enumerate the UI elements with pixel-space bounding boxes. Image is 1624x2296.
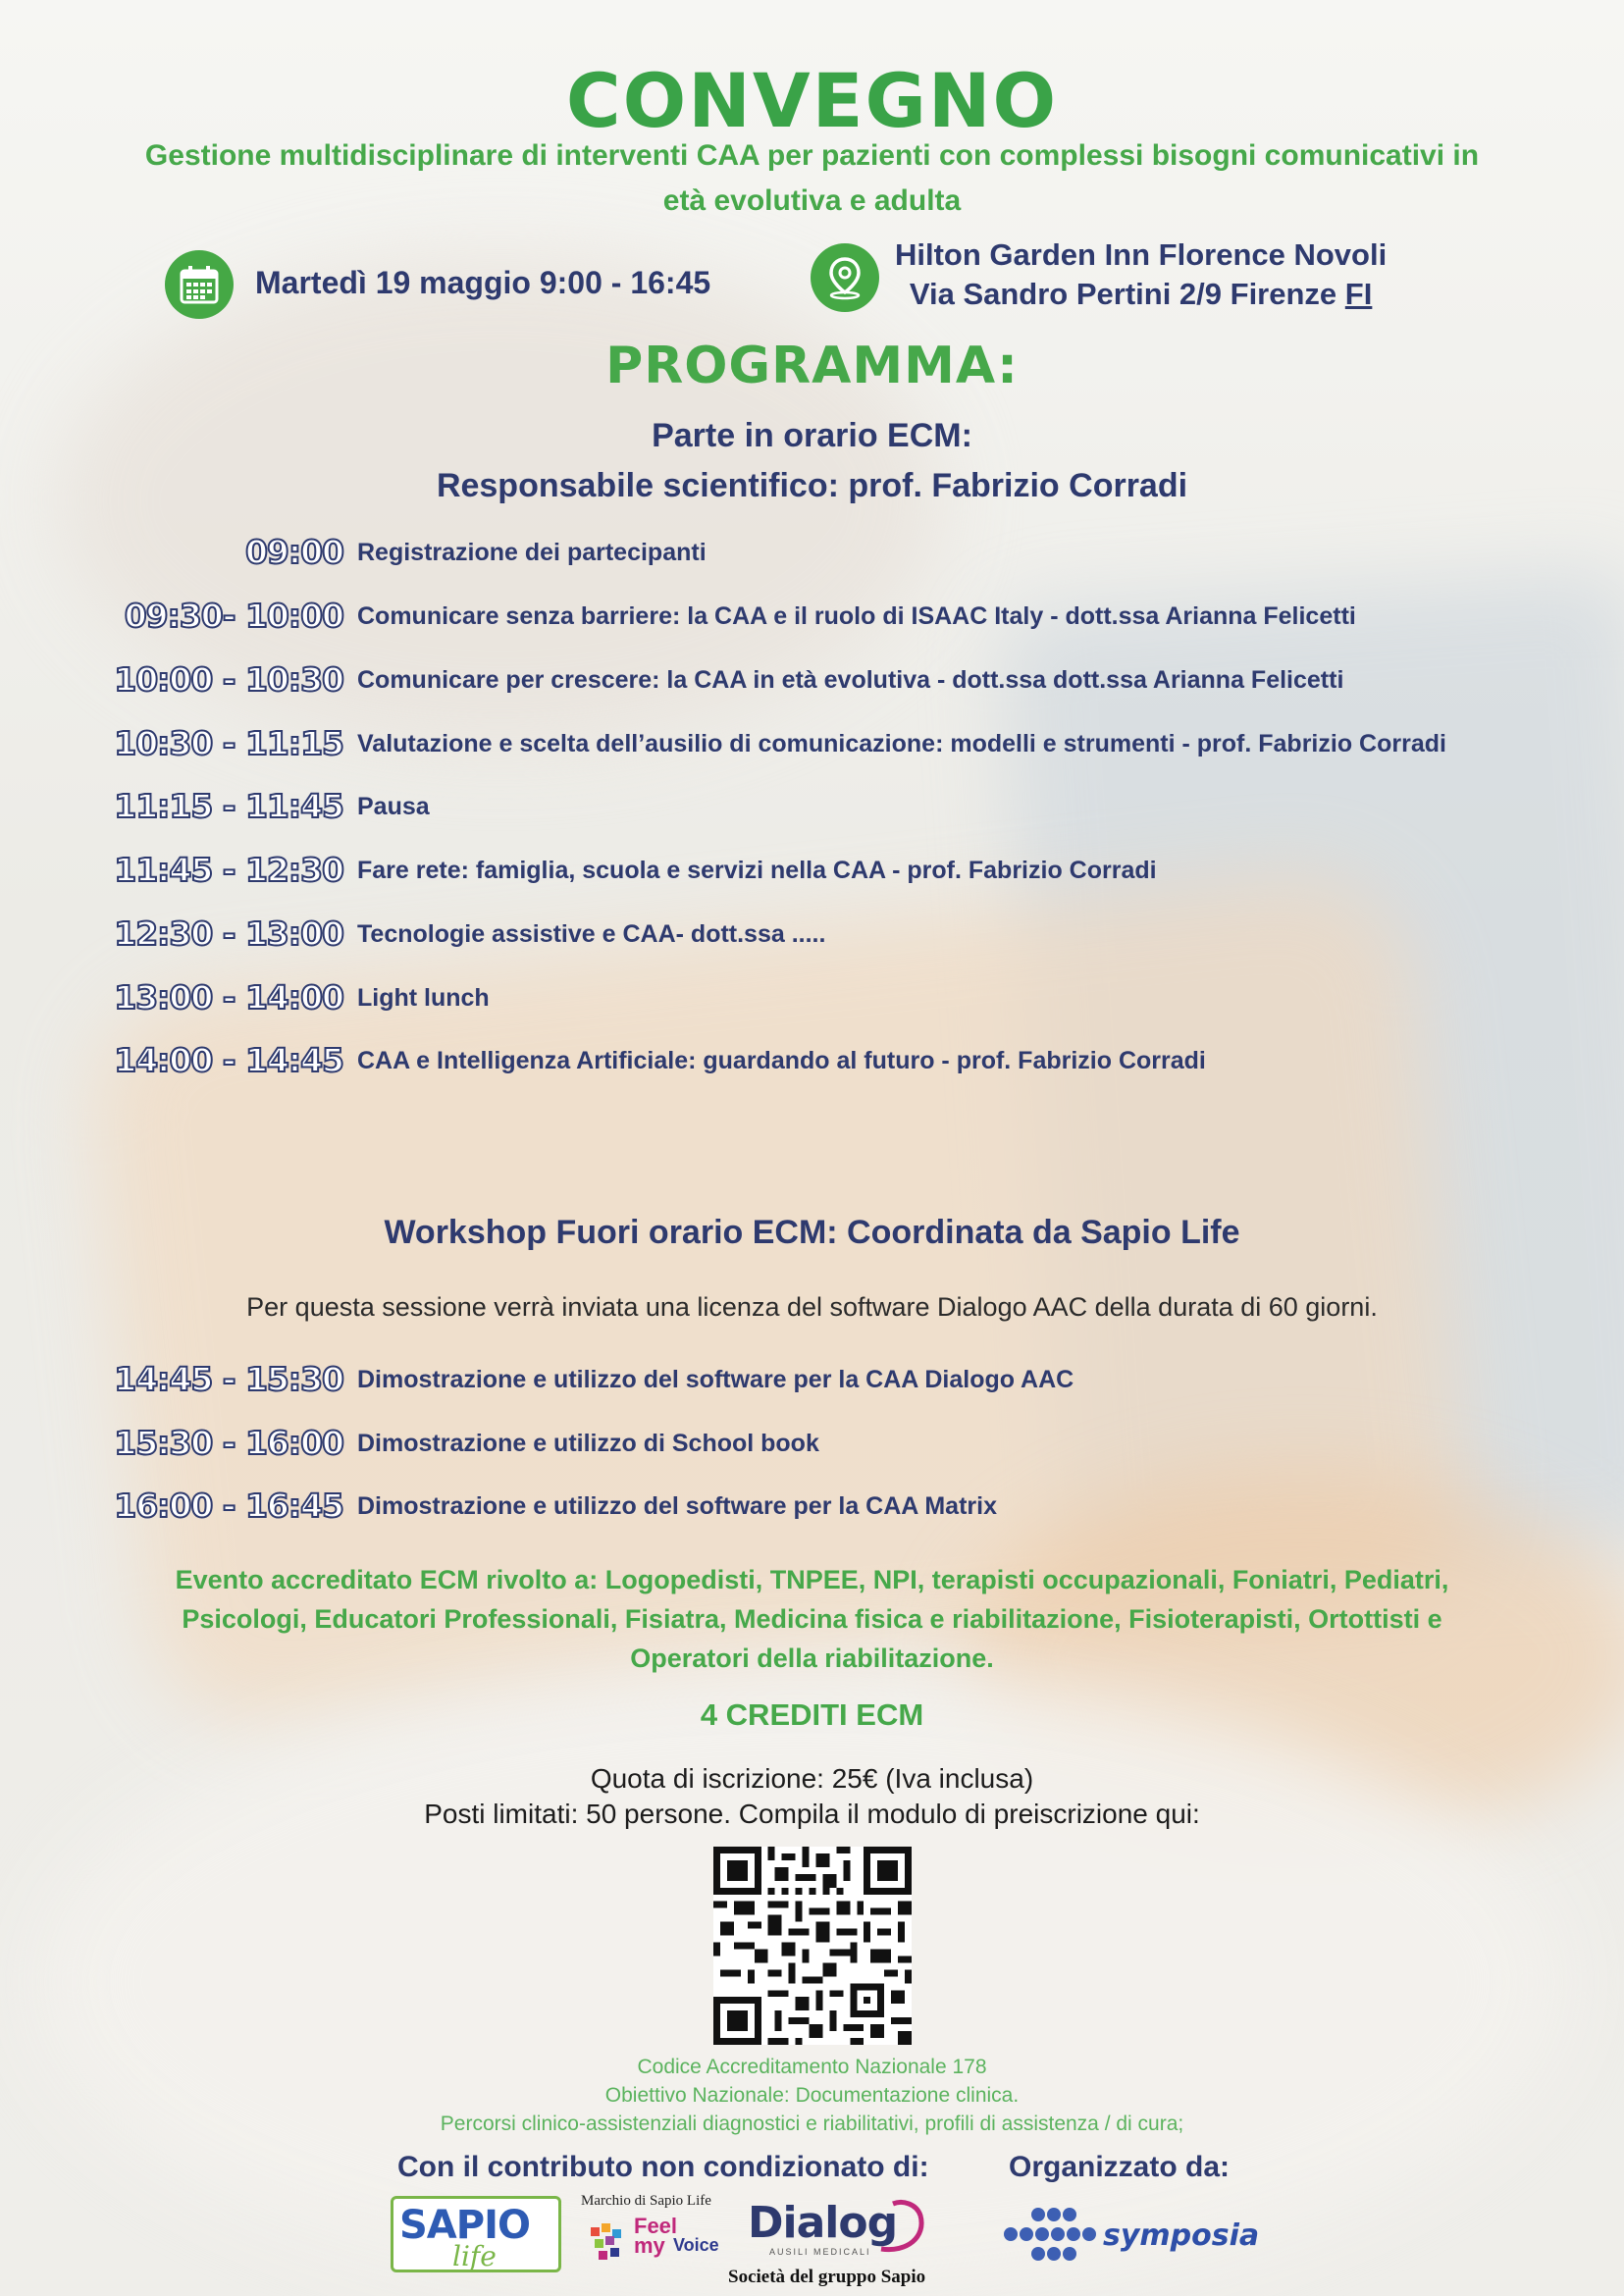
schedule-time: 14:00 - 14:45 xyxy=(114,1041,343,1079)
schedule-desc: Dimostrazione e utilizzo del software per la CAA Matrix xyxy=(357,1492,997,1520)
venue-name: Hilton Garden Inn Florence Novoli xyxy=(895,237,1388,272)
subtitle-line-2: età evolutiva e adulta xyxy=(662,184,962,217)
program-heading: PROGRAMMA: xyxy=(605,337,1019,395)
schedule-desc: Dimostrazione e utilizzo del software per la CAA Dialogo AAC xyxy=(357,1366,1074,1393)
schedule-row xyxy=(0,533,1624,582)
schedule-time: 09:30- 10:00 xyxy=(124,597,343,635)
registration-limit: Posti limitati: 50 persone. Compila il modulo di preiscrizione qui: xyxy=(424,1799,1200,1829)
schedule-desc: Tecnologie assistive e CAA- dott.ssa ..... xyxy=(357,920,826,948)
accreditation-text xyxy=(98,1560,1526,1678)
schedule-desc: Pausa xyxy=(357,793,430,820)
schedule-row xyxy=(0,978,1624,1027)
schedule-desc: Registrazione dei partecipanti xyxy=(357,539,707,566)
page-title: CONVEGNO xyxy=(565,57,1059,144)
ecm-credits: 4 CREDITI ECM xyxy=(700,1697,924,1732)
schedule-desc: Fare rete: famiglia, scuola e servizi nella CAA - prof. Fabrizio Corradi xyxy=(357,857,1157,884)
subtitle-line-1: Gestione multidisciplinare di interventi CAA per pazienti con complessi bisogni comunicativi in xyxy=(144,139,1480,172)
sapio-group-label: Società del gruppo Sapio xyxy=(728,2267,926,2287)
schedule-time: 12:30 - 13:00 xyxy=(114,914,343,953)
event-subtitle xyxy=(39,133,1585,224)
schedule-time: 11:15 - 11:45 xyxy=(114,787,343,825)
clinical-paths: Percorsi clinico-assistenziali diagnostici e riabilitativi, profili di assistenza / di cura; xyxy=(440,2113,1184,2135)
venue-province-link[interactable]: FI xyxy=(1344,277,1373,311)
schedule-row xyxy=(0,660,1624,709)
schedule-row xyxy=(0,597,1624,646)
schedule-desc: CAA e Intelligenza Artificiale: guardando al futuro - prof. Fabrizio Corradi xyxy=(357,1047,1206,1074)
workshop-note: Per questa sessione verrà inviata una licenza del software Dialogo AAC della durata di 60 giorni. xyxy=(246,1292,1378,1322)
event-date: Martedì 19 maggio 9:00 - 16:45 xyxy=(255,265,711,300)
schedule-time: 10:00 - 10:30 xyxy=(114,660,343,699)
schedule-time: 13:00 - 14:00 xyxy=(114,978,343,1017)
accreditation-line-3: Operatori della riabilitazione. xyxy=(630,1644,994,1673)
schedule-row xyxy=(0,787,1624,836)
scientific-responsible: Responsabile scientifico: prof. Fabrizio Corradi xyxy=(436,467,1188,504)
location-pin-icon xyxy=(811,243,879,312)
schedule-desc: Comunicare senza barriere: la CAA e il ruolo di ISAAC Italy - dott.ssa Arianna Felicetti xyxy=(357,602,1356,630)
schedule-time: 16:00 - 16:45 xyxy=(114,1487,343,1525)
schedule-time: 09:00 xyxy=(244,533,343,571)
dialog-logo: Dialog AUSILI MEDICALI xyxy=(744,2198,930,2271)
ecm-part-title: Parte in orario ECM: xyxy=(652,417,972,454)
schedule-desc: Light lunch xyxy=(357,984,490,1012)
qr-code-icon[interactable] xyxy=(713,1847,912,2045)
workshop-title: Workshop Fuori orario ECM: Coordinata da Sapio Life xyxy=(384,1214,1240,1251)
venue-address: Via Sandro Pertini 2/9 Firenze FI xyxy=(909,277,1373,311)
registration-fee: Quota di iscrizione: 25€ (Iva inclusa) xyxy=(590,1763,1034,1794)
sapio-life-logo: SAPIO life xyxy=(391,2196,561,2272)
organizer-label: Organizzato da: xyxy=(1009,2151,1231,2183)
schedule-row xyxy=(0,1360,1624,1409)
schedule-time: 10:30 - 11:15 xyxy=(114,724,343,762)
feel-my-voice-logo: Feel my Voice xyxy=(589,2214,736,2272)
accreditation-line-2: Psicologi, Educatori Professionali, Fisiatra, Medicina fisica e riabilitazione, Fisioterapisti, Ortottisti e xyxy=(182,1604,1442,1634)
symposia-logo: symposia xyxy=(999,2203,1274,2271)
schedule-row xyxy=(0,1041,1624,1090)
accreditation-line-1: Evento accreditato ECM rivolto a: Logopedisti, TNPEE, NPI, terapisti occupazionali, Foniatri, Pediatri, xyxy=(175,1565,1449,1594)
schedule-row xyxy=(0,1424,1624,1473)
schedule-time: 15:30 - 16:00 xyxy=(114,1424,343,1462)
schedule-row xyxy=(0,1487,1624,1536)
schedule-row xyxy=(0,851,1624,900)
schedule-desc: Comunicare per crescere: la CAA in età evolutiva - dott.ssa dott.ssa Arianna Felicetti xyxy=(357,666,1344,694)
marchio-label: Marchio di Sapio Life xyxy=(581,2193,711,2209)
event-venue xyxy=(895,235,1387,314)
schedule-desc: Valutazione e scelta dell’ausilio di comunicazione: modelli e strumenti - prof. Fabrizio Corradi xyxy=(357,730,1446,757)
contribution-label: Con il contributo non condizionato di: xyxy=(397,2151,929,2183)
event-info xyxy=(0,235,1624,324)
calendar-icon xyxy=(165,250,234,319)
schedule-desc: Dimostrazione e utilizzo di School book xyxy=(357,1430,819,1457)
schedule-time: 14:45 - 15:30 xyxy=(114,1360,343,1398)
accreditation-code: Codice Accreditamento Nazionale 178 xyxy=(637,2056,987,2078)
schedule-row xyxy=(0,724,1624,773)
schedule-row xyxy=(0,914,1624,964)
schedule-time: 11:45 - 12:30 xyxy=(114,851,343,889)
national-objective: Obiettivo Nazionale: Documentazione clinica. xyxy=(604,2084,1020,2107)
